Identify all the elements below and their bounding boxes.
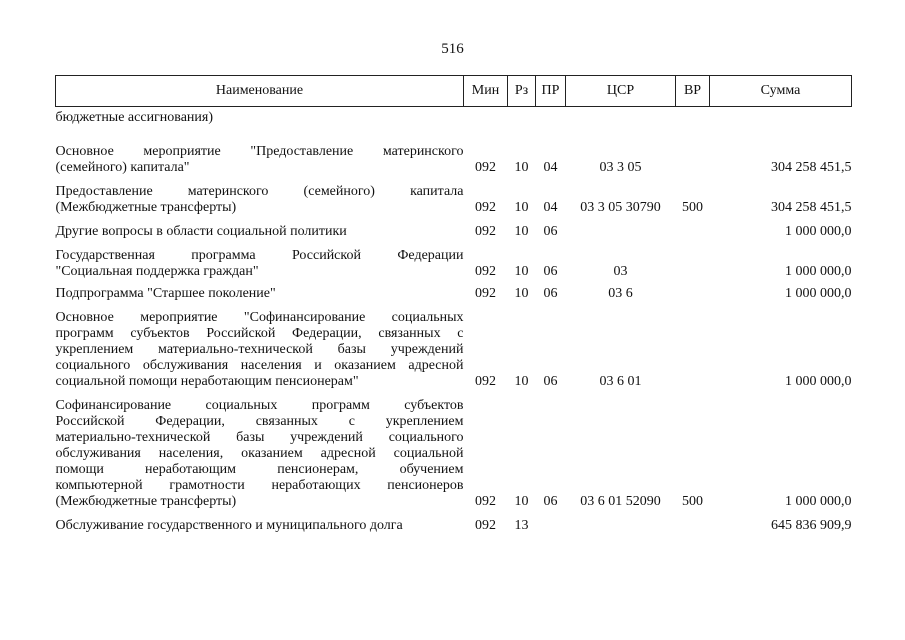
header-rz: Рз [508,76,536,107]
row-csr: 03 3 05 [599,160,642,175]
row-sum: 304 258 451,5 [771,160,852,175]
row-min: 092 [475,200,496,215]
row-name [56,224,464,240]
header-vr: ВР [676,76,710,107]
row-pr: 04 [543,160,558,175]
row-rz: 10 [514,160,529,175]
table-row [56,184,852,216]
row-rz: 13 [514,518,529,533]
row-pr: 04 [543,200,558,215]
row-vr: 500 [682,494,703,509]
row-vr [676,286,710,302]
row-name-line: "Социальная поддержка граждан" [55,264,259,279]
row-rz: 10 [514,286,529,301]
header-pr: ПР [536,76,566,107]
row-name-line: Государственная программа Российской Федерации [55,248,464,263]
row-min: 092 [475,518,496,533]
header-min: Мин [464,76,508,107]
row-csr [566,224,676,240]
row-csr: 03 6 [608,286,633,301]
row-vr: 500 [682,200,703,215]
table-row [56,144,852,176]
row-name-line: помощи неработающим пенсионерам, обучением [55,462,464,477]
row-spacer [56,390,852,398]
row-rz: 10 [514,494,529,509]
row-min: 092 [475,264,496,279]
row-pr: 06 [543,494,558,509]
row-name-line: Основное мероприятие "Софинансирование социальных [55,310,464,325]
table-row [56,286,852,302]
row-name-line: Российской Федерации, связанных с укреплением [55,414,464,429]
row-sum: 1 000 000,0 [785,264,852,279]
row-vr [676,248,710,280]
row-vr [676,224,710,240]
row-rz: 10 [514,264,529,279]
row-name-line: социальной помощи неработающим пенсионерам" [55,374,359,389]
row-rz: 10 [514,200,529,215]
row-vr [676,518,710,534]
row-name-line: Софинансирование социальных программ субъектов [55,398,464,413]
table-header-row [56,76,852,107]
row-min: 092 [475,160,496,175]
header-sum: Сумма [710,76,852,107]
row-spacer [56,126,852,144]
row-pr: 06 [543,374,558,389]
row-name-line: Предоставление материнского (семейного) капитала [55,184,464,199]
row-spacer [56,240,852,248]
row-rz: 10 [514,224,529,239]
row-csr: 03 3 05 30790 [580,200,661,215]
row-csr: 03 [613,264,628,279]
table-body [56,107,852,535]
row-sum: 304 258 451,5 [771,200,852,215]
row-name-line: социального обслуживания населения и оказанием адресной [55,358,464,373]
row-sum: 1 000 000,0 [785,494,852,509]
row-name-line: укреплением материально-технической базы учреждений [55,342,464,357]
row-pr [536,518,566,534]
row-rz: 10 [514,374,529,389]
table-row [56,310,852,390]
row-name [56,518,464,534]
row-pr: 06 [543,286,558,301]
table-row [56,224,852,240]
row-name [56,184,464,216]
row-csr: 03 6 01 52090 [580,494,661,509]
table-row [56,398,852,510]
row-spacer [56,176,852,184]
row-pr: 06 [543,224,558,239]
row-sum: 1 000 000,0 [785,286,852,301]
row-name-line: (Межбюджетные трансферты) [55,494,237,509]
continuation-row [56,107,852,127]
row-min: 092 [475,494,496,509]
row-sum: 645 836 909,9 [771,518,852,533]
row-spacer [56,510,852,518]
row-spacer [56,216,852,224]
continuation-text: бюджетные ассигнования) [55,110,214,125]
row-min: 092 [475,286,496,301]
row-csr: 03 6 01 [599,374,642,389]
page-number: 516 [441,41,464,57]
row-name [56,144,464,176]
row-name-line: Обслуживание государственного и муниципального долга [55,518,403,533]
row-name-line: Другие вопросы в области социальной политики [55,224,347,239]
row-name-line: программ субъектов Российской Федерации, связанных с [55,326,464,341]
row-csr [566,518,676,534]
row-pr: 06 [543,264,558,279]
budget-table [55,75,852,534]
row-vr [676,310,710,390]
row-name-line: Подпрограмма "Старшее поколение" [55,286,276,301]
row-name [56,398,464,510]
row-name [56,310,464,390]
row-name-line: компьютерной грамотности неработающих пенсионеров [55,478,464,493]
table-row [56,248,852,280]
table-row [56,518,852,534]
row-name [56,248,464,280]
row-name-line: обслуживания населения, оказанием адресной социальной [55,446,464,461]
row-name-line: (Межбюджетные трансферты) [55,200,237,215]
header-csr: ЦСР [566,76,676,107]
row-sum: 1 000 000,0 [785,374,852,389]
row-spacer [56,302,852,310]
row-name-line: Основное мероприятие "Предоставление материнского [55,144,464,159]
row-vr [676,144,710,176]
row-sum: 1 000 000,0 [785,224,852,239]
row-name-line: материально-технической базы учреждений социального [55,430,464,445]
row-min: 092 [475,374,496,389]
row-min: 092 [475,224,496,239]
header-name: Наименование [56,76,464,107]
row-name-line: (семейного) капитала" [55,160,190,175]
row-name [56,286,464,302]
